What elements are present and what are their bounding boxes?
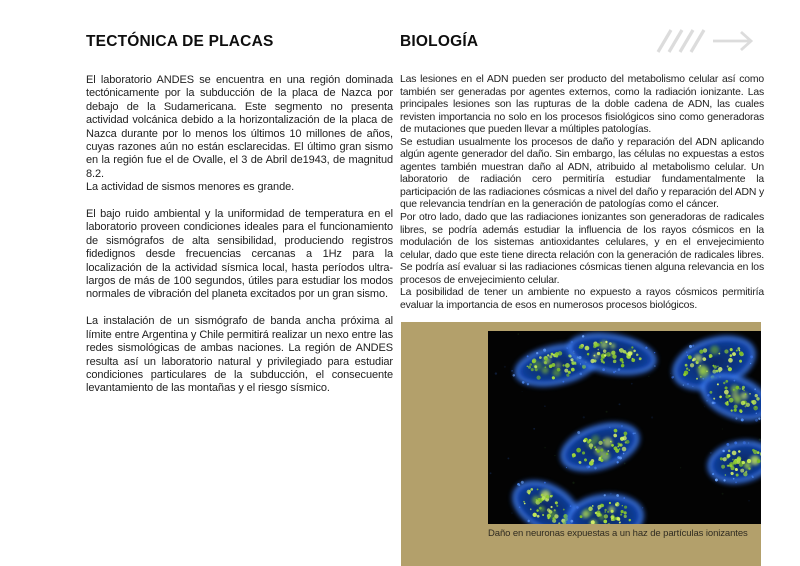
paragraph: Por otro lado, dado que las radiaciones ionizantes son generadoras de radicales libres, se podría además estudiar la influencia de los rayos cósmicos en la modulación de los sistemas antioxidantes celulares, y en el envejecimiento celular, dado que este tiene directa relación con la generación de radicales libres. Se podría así evaluar si las radiaciones cósmicas tienen alguna relevancia en los procesos de envejecimiento celular. <box>400 212 764 286</box>
section-tectonica <box>86 33 393 396</box>
paragraph: Las lesiones en el ADN pueden ser producto del metabolismo celular así como también ser generadas por agentes externos, como la radiación ionizante. Las principales lesiones son las rupturas de la doble cadena de ADN, las cuales revisten importancia no solo en los procesos fisiológicos sino como generadoras de mutaciones que pueden llevar a múltiples patologías. <box>400 74 764 136</box>
section-title-tectonica <box>86 33 393 51</box>
section-title-text: BIOLOGÍA <box>400 33 479 50</box>
paragraph: La instalación de un sismógrafo de banda ancha próxima al límite entre Argentina y Chile permitirá realizar un nexo entre las redes sismológicas de ambas naciones. La región de ANDES resulta así un laboratorio natural y privilegiado para estudiar condiciones particulares de la subducción, el consecuente levantamiento de las montañas y el riesgo sísmico. <box>86 315 393 395</box>
paragraph: El bajo ruido ambiental y la uniformidad de temperatura en el laboratorio proveen condiciones ideales para el funcionamiento de sismógrafos de alta sensibilidad, produciendo registros fidedignos desde frecuencias cercanas a 1Hz para la localización de la actividad sísmica local, hasta períodos ultra-largos de más de 100 segundos, útiles para estudiar los modos normales de vibración del planeta excitados por un gran sismo. <box>86 208 393 301</box>
paragraph: Se estudian usualmente los procesos de daño y reparación del ADN aplicando algún agente generador del daño. Sin embargo, las células no expuestas a estos agentes también muestran daño al ADN, atribuido al metabolismo celular. Un laboratorio de radiación cero permitiría estudiar fundamentalmente la participación de las radiaciones cósmicas a nivel del daño y reparación del ADN y que relevancia tendrían en la generación de patologías como el cáncer. <box>400 136 764 211</box>
paragraph: La actividad de sismos menores es grande. <box>86 181 295 194</box>
section-biologia <box>400 33 764 312</box>
page-forward-decoration <box>655 27 755 55</box>
section-title-text: TECTÓNICA DE PLACAS <box>86 33 274 50</box>
figure-caption: Daño en neuronas expuestas a un haz de partículas ionizantes <box>488 528 748 539</box>
slashes-icon <box>658 30 704 52</box>
figure-panel <box>401 322 761 566</box>
arrow-right-icon <box>713 32 751 50</box>
paragraph: El laboratorio ANDES se encuentra en una región dominada tectónicamente por la subducción de la placa de Nazca por debajo de la Sudamericana. Este segmento no presenta actividad volcánica debido a la horizontalización de la placa de Nazca durante por lo menos los últimos 10 millones de años, cuyas razones aún no están esclarecidas. El último gran sismo en la región fue el de Ovalle, el 3 de Abril de1943, de magnitud 8.2. <box>86 74 393 180</box>
microscopy-image <box>488 331 761 524</box>
paragraph: La posibilidad de tener un ambiente no expuesto a rayos cósmicos permitiría evaluar la importancia de esos en numerosos procesos biológicos. <box>400 287 764 311</box>
